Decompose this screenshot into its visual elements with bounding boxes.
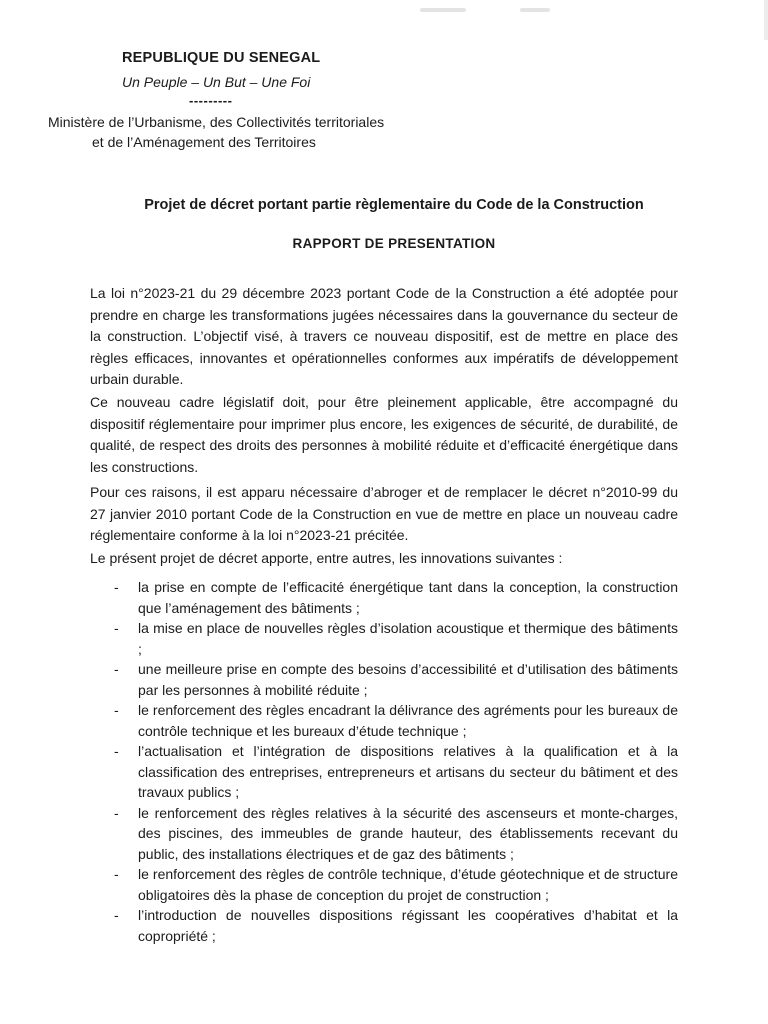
- bullet-dash: -: [114, 579, 119, 595]
- document-subtitle: RAPPORT DE PRESENTATION: [292, 236, 496, 251]
- scan-artifact: [420, 8, 466, 12]
- list-item-text: la mise en place de nouvelles règles d’isolation acoustique et thermique des bâtiments ;: [138, 620, 678, 657]
- list-item: [90, 741, 678, 803]
- bullet-dash: -: [114, 743, 119, 759]
- scan-artifact: [520, 8, 550, 12]
- paragraph: Ce nouveau cadre législatif doit, pour être pleinement applicable, être accompagné du dispositif réglementaire pour imprimer plus encore, les exigences de sécurité, de durabilité, de qualité, de respect des droits des personnes à mobilité réduite et d’efficacité énergétique dans les constructions.: [90, 394, 678, 475]
- bullet-dash: -: [114, 702, 119, 718]
- bullet-dash: -: [114, 804, 119, 821]
- list-item: [90, 700, 678, 741]
- ministry-name-line2: et de l’Aménagement des Territoires: [92, 134, 316, 150]
- national-motto: Un Peuple – Un But – Une Foi: [122, 74, 311, 90]
- list-item-text: le renforcement des règles relatives à la sécurité des ascenseurs et monte-charges, des piscines, des immeubles de grande hauteur, des établissements recevant du public, des installations électriques et de gaz des bâtiments ;: [138, 804, 678, 862]
- list-item: [90, 864, 678, 905]
- ministry-name-line1: Ministère de l’Urbanisme, des Collectivités territoriales: [48, 114, 385, 130]
- list-item-text: le renforcement des règles encadrant la délivrance des agréments pour les bureaux de contrôle technique et les bureaux d’étude technique ;: [138, 702, 678, 739]
- list-item: [90, 618, 678, 659]
- bullet-dash: -: [114, 620, 119, 636]
- paragraph: La loi n°2023-21 du 29 décembre 2023 portant Code de la Construction a été adoptée pour prendre en charge les transformations jugées nécessaires dans la gouvernance du secteur de la construction. L’objectif visé, à travers ce nouveau dispositif, est de mettre en place des règles efficaces, innovantes et opérationnelles conformes aux impératifs de développement urbain durable.: [90, 285, 678, 387]
- list-item-text: l’introduction de nouvelles dispositions régissant les coopératives d’habitat et la copropriété ;: [138, 907, 678, 944]
- paragraph: Le présent projet de décret apporte, entre autres, les innovations suivantes :: [90, 550, 563, 566]
- bullet-dash: -: [114, 661, 119, 677]
- innovations-list: [90, 577, 678, 946]
- scan-artifact: [764, 0, 768, 40]
- bullet-dash: -: [114, 907, 119, 923]
- document-title: Projet de décret portant partie règlementaire du Code de la Construction: [144, 197, 644, 213]
- paragraph: Pour ces raisons, il est apparu nécessaire d’abroger et de remplacer le décret n°2010-99 du 27 janvier 2010 portant Code de la Construction en vue de mettre en place un nouveau cadre réglementaire conforme à la loi n°2023-21 précitée.: [90, 484, 678, 543]
- header-separator: ---------: [189, 93, 233, 108]
- list-item: [90, 905, 678, 946]
- list-item-text: le renforcement des règles de contrôle technique, d’étude géotechnique et de structure obligatoires dès la phase de conception du projet de construction ;: [138, 866, 678, 903]
- list-item: [90, 659, 678, 700]
- list-item: [90, 803, 678, 865]
- list-item: [90, 577, 678, 618]
- list-item-text: l’actualisation et l’intégration de dispositions relatives à la qualification et à la classification des entreprises, entrepreneurs et artisans du secteur du bâtiment et des travaux publics ;: [138, 743, 678, 800]
- bullet-dash: -: [114, 866, 119, 882]
- list-item-text: la prise en compte de l’efficacité énergétique tant dans la conception, la construction que l’aménagement des bâtiments ;: [138, 579, 678, 616]
- country-name: REPUBLIQUE DU SENEGAL: [122, 50, 321, 66]
- list-item-text: une meilleure prise en compte des besoins d’accessibilité et d’utilisation des bâtiments par les personnes à mobilité réduite ;: [138, 661, 678, 698]
